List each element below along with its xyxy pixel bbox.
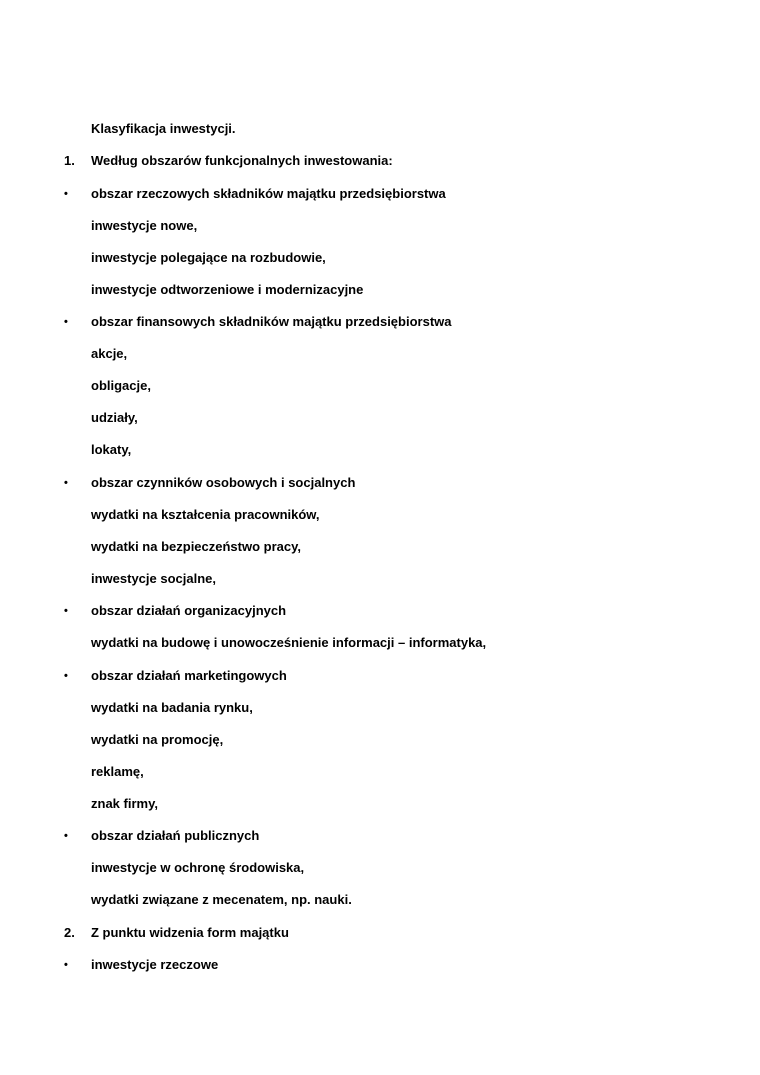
- list-item-text: wydatki na bezpieczeństwo pracy,: [91, 539, 301, 554]
- bullet-line: [0, 184, 760, 204]
- list-item: [0, 569, 760, 589]
- bullet-line: [0, 826, 760, 846]
- bullet-line: [0, 312, 760, 332]
- bullet-text: obszar rzeczowych składników majątku przedsiębiorstwa: [91, 186, 446, 201]
- list-item: [0, 890, 760, 910]
- list-item-text: reklamę,: [91, 764, 144, 779]
- list-item: [0, 216, 760, 236]
- bullet-line: [0, 601, 760, 621]
- bullet-icon: •: [64, 316, 68, 328]
- list-item: [0, 794, 760, 814]
- bullet-line: [0, 955, 760, 975]
- list-item: [0, 762, 760, 782]
- list-item: [0, 505, 760, 525]
- bullet-text: obszar czynników osobowych i socjalnych: [91, 475, 356, 490]
- list-item-text: akcje,: [91, 346, 128, 361]
- bullet-text: inwestycje rzeczowe: [91, 957, 219, 972]
- bullet-text: obszar działań marketingowych: [91, 668, 287, 683]
- list-item: [0, 376, 760, 396]
- bullet-line: [0, 473, 760, 493]
- numbered-heading: [0, 151, 760, 171]
- document-title-line: [0, 119, 760, 139]
- list-item: [0, 858, 760, 878]
- list-item: [0, 440, 760, 460]
- list-item: [0, 280, 760, 300]
- list-item-text: wydatki na promocję,: [91, 732, 224, 747]
- list-item: [0, 344, 760, 364]
- bullet-text: obszar finansowych składników majątku przedsiębiorstwa: [91, 314, 452, 329]
- list-item-text: lokaty,: [91, 442, 132, 457]
- list-number: 1.: [64, 153, 75, 168]
- list-item-text: obligacje,: [91, 378, 151, 393]
- list-item-text: wydatki na badania rynku,: [91, 700, 253, 715]
- list-item-text: znak firmy,: [91, 796, 158, 811]
- bullet-icon: •: [64, 670, 68, 682]
- list-item-text: inwestycje socjalne,: [91, 571, 217, 586]
- heading-text: Według obszarów funkcjonalnych inwestowania:: [91, 153, 393, 168]
- numbered-heading: [0, 923, 760, 943]
- bullet-icon: •: [64, 477, 68, 489]
- list-item-text: wydatki na kształcenia pracowników,: [91, 507, 320, 522]
- heading-text: Z punktu widzenia form majątku: [91, 925, 289, 940]
- list-item-text: udziały,: [91, 410, 138, 425]
- list-item: [0, 698, 760, 718]
- bullet-icon: •: [64, 188, 68, 200]
- bullet-icon: •: [64, 959, 68, 971]
- list-item-text: wydatki na budowę i unowocześnienie informacji – informatyka,: [91, 635, 487, 650]
- list-item: [0, 537, 760, 557]
- list-item-text: inwestycje polegające na rozbudowie,: [91, 250, 326, 265]
- bullet-icon: •: [64, 605, 68, 617]
- list-item-text: wydatki związane z mecenatem, np. nauki.: [91, 892, 352, 907]
- document-title: Klasyfikacja inwestycji.: [91, 121, 236, 136]
- list-item-text: inwestycje w ochronę środowiska,: [91, 860, 305, 875]
- bullet-icon: •: [64, 830, 68, 842]
- list-item-text: inwestycje odtworzeniowe i modernizacyjne: [91, 282, 364, 297]
- bullet-text: obszar działań organizacyjnych: [91, 603, 287, 618]
- list-item-text: inwestycje nowe,: [91, 218, 198, 233]
- list-item: [0, 730, 760, 750]
- list-item: [0, 408, 760, 428]
- list-item: [0, 248, 760, 268]
- list-number: 2.: [64, 925, 75, 940]
- bullet-text: obszar działań publicznych: [91, 828, 260, 843]
- bullet-line: [0, 666, 760, 686]
- list-item: [0, 633, 760, 653]
